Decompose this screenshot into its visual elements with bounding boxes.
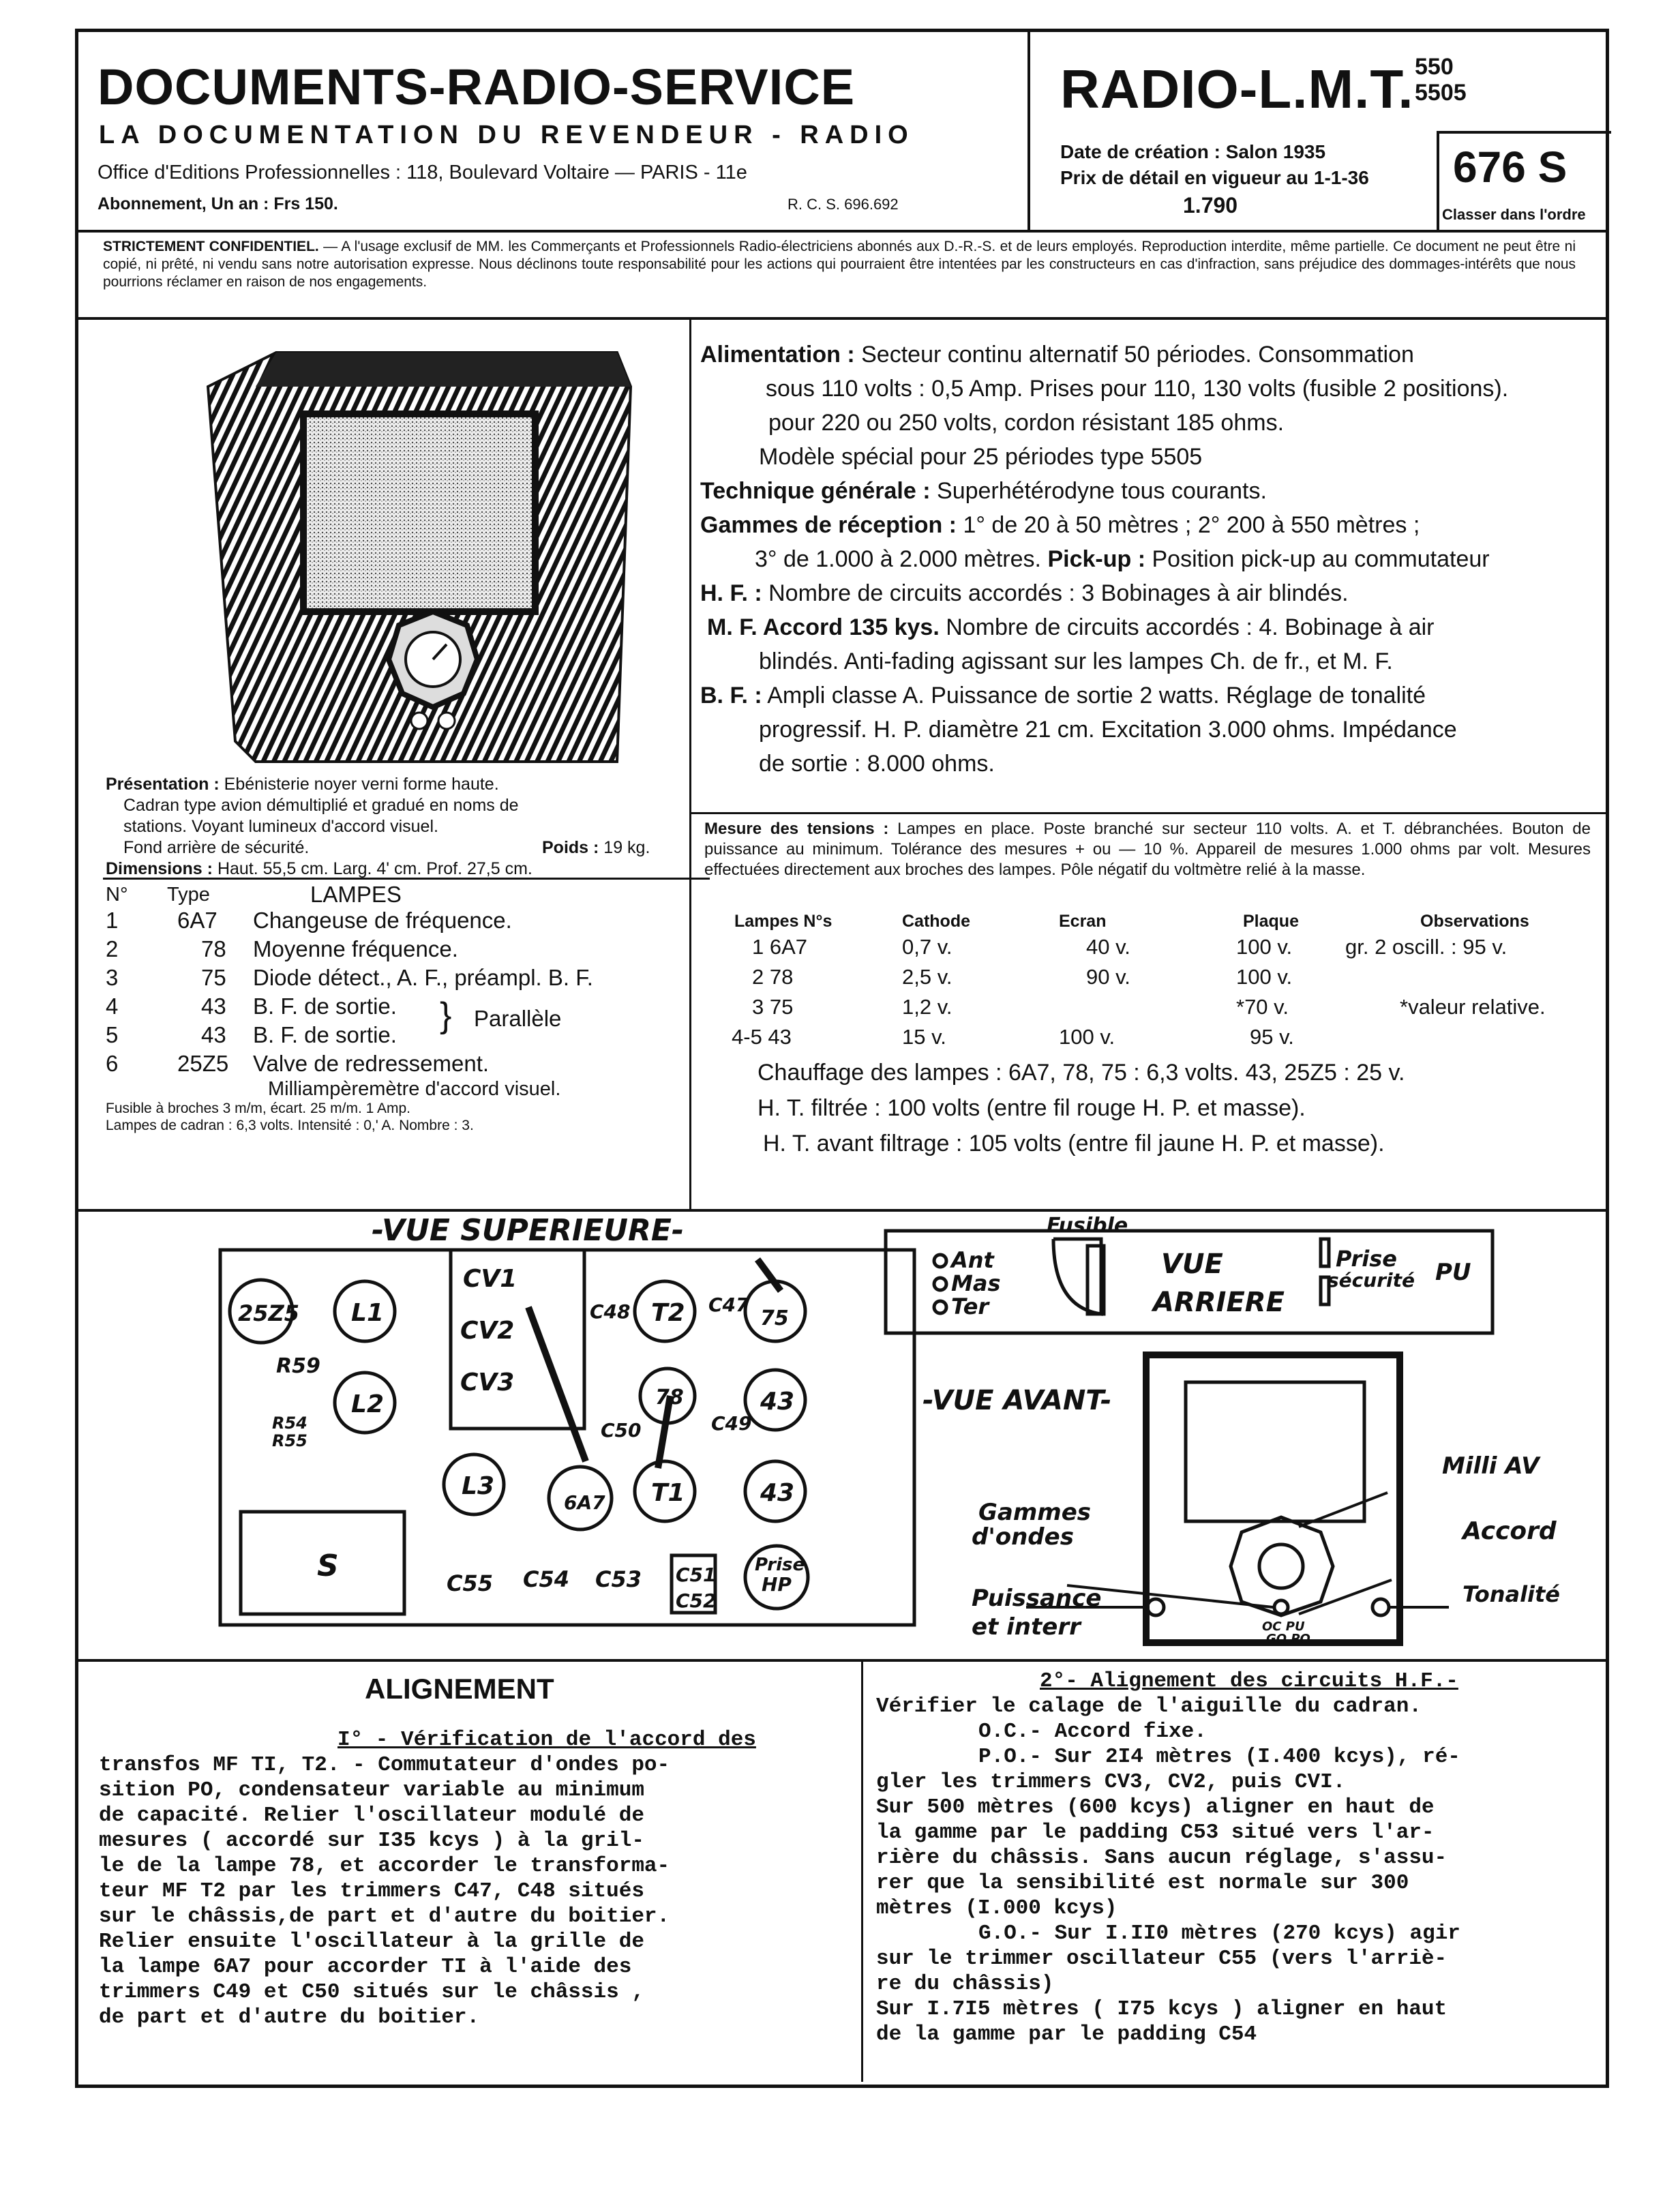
alignement-section-2 [876, 1669, 1599, 2047]
svg-text:Milli AV: Milli AV [1442, 1452, 1540, 1480]
mf-label: M. F. Accord 135 kys. [707, 614, 940, 640]
sec2-line: gler les trimmers CV3, CV2, puis CVI. [876, 1770, 1346, 1794]
alimentation-4: Modèle spécial pour 25 périodes type 5505 [759, 444, 1203, 470]
mesure-row: 2 78 2,5 v. 90 v. 100 v. [752, 965, 1293, 989]
lamp-row: 1 6A7 Changeuse de fréquence. [106, 908, 512, 933]
svg-text:Ant: Ant [951, 1247, 994, 1273]
cadran-note: Lampes de cadran : 6,3 volts. Intensité : 0,' A. Nombre : 3. [106, 1118, 474, 1133]
svg-text:Prise: Prise [1336, 1246, 1397, 1272]
cv-wire [528, 1307, 586, 1461]
gammes-1: 1° de 20 à 50 mètres ; 2° 200 à 550 mètres ; [963, 512, 1420, 538]
poids-label: Poids : [542, 838, 599, 857]
svg-text:Gammes: Gammes [978, 1499, 1092, 1526]
classement-code: 676 S [1453, 143, 1567, 192]
svg-text:43: 43 [760, 1388, 795, 1416]
svg-text:CV1: CV1 [463, 1265, 518, 1293]
classer-ordre: Classer dans l'ordre [1442, 206, 1586, 223]
svg-text:Fusible: Fusible [1047, 1214, 1128, 1238]
rcs: R. C. S. 696.692 [787, 196, 899, 213]
svg-text:75: 75 [760, 1306, 789, 1330]
brand-name: RADIO-L.M.T. [1060, 59, 1414, 119]
poids-value: 19 kg. [603, 838, 650, 857]
sec2-line: rière du châssis. Sans aucun réglage, s'assu- [876, 1846, 1448, 1870]
svg-text:et interr: et interr [972, 1613, 1081, 1641]
dimensions-label: Dimensions : [106, 859, 213, 878]
lamps-rule [103, 878, 710, 880]
sec2-line: Vérifier le calage de l'aiguille du cadran. [876, 1694, 1422, 1718]
mesure-block [704, 819, 1591, 880]
svg-text:CV3: CV3 [460, 1369, 515, 1397]
lamps-table [106, 880, 712, 1134]
svg-text:CV2: CV2 [460, 1317, 515, 1345]
lamp-row: 4 43 B. F. de sortie. } Parallèle [106, 994, 562, 1035]
vue-sup-label: -VUE SUPERIEURE- [372, 1213, 685, 1248]
svg-text:C49: C49 [711, 1412, 752, 1435]
alimentation-3: pour 220 ou 250 volts, cordon résistant 185 ohms. [768, 410, 1285, 436]
confidential-rule [78, 317, 1606, 320]
sec1-title: I° - Vérification de l'accord des [338, 1728, 756, 1752]
svg-text:S: S [317, 1549, 339, 1583]
hf-value: Nombre de circuits accordés : 3 Bobinages à air blindés. [768, 580, 1349, 606]
sec1-line: de part et d'autre du boitier. [99, 2005, 480, 2029]
sec1-line: la lampe 6A7 pour accorder TI à l'aide des [99, 1955, 632, 1979]
fusible-plate [1053, 1239, 1101, 1314]
lamps-header-n: N° [106, 884, 128, 906]
prix-detail: Prix de détail en vigueur au 1-1-36 [1060, 167, 1369, 188]
sec1-line: le de la lampe 78, et accorder le transforma- [99, 1854, 670, 1878]
alignement-section-1 [99, 1727, 856, 2030]
svg-text:R59: R59 [276, 1354, 320, 1378]
svg-text:C54: C54 [523, 1566, 570, 1592]
svg-text:L1: L1 [351, 1299, 384, 1327]
sec2-line: re du châssis) [876, 1972, 1054, 1996]
svg-text:Prise: Prise [755, 1555, 805, 1575]
mf-1: Nombre de circuits accordés : 4. Bobinage à air [946, 614, 1435, 640]
svg-text:L2: L2 [351, 1390, 384, 1418]
presentation-label: Présentation : [106, 775, 220, 794]
column-divider [689, 318, 691, 1212]
presentation-block [106, 774, 706, 880]
svg-text:6A7: 6A7 [564, 1491, 605, 1514]
alignement-rule [78, 1659, 1606, 1662]
alimentation-label: Alimentation : [700, 342, 855, 368]
gammes-label: Gammes de réception : [700, 512, 957, 538]
svg-text:25Z5: 25Z5 [238, 1300, 299, 1326]
specs-block [700, 338, 1600, 781]
svg-text:C50: C50 [601, 1419, 642, 1442]
document-sheet [75, 29, 1609, 2088]
pickup-label: Pick-up : [1047, 546, 1146, 572]
chauffage: Chauffage des lampes : 6A7, 78, 75 : 6,3 volts. 43, 25Z5 : 25 v. [758, 1060, 1405, 1086]
svg-text:C52: C52 [676, 1589, 717, 1612]
mf-2: blindés. Anti-fading agissant sur les lampes Ch. de fr., et M. F. [759, 648, 1393, 674]
confidential-notice [103, 238, 1576, 291]
svg-text:PU: PU [1435, 1259, 1471, 1286]
lamp-row: 2 78 Moyenne fréquence. [106, 936, 458, 961]
svg-text:Tonalité: Tonalité [1462, 1581, 1560, 1607]
presentation-line2: Cadran type avion démultiplié et gradué en noms de [123, 796, 519, 815]
pickup-value: Position pick-up au commutateur [1152, 546, 1490, 572]
mesure-label: Mesure des tensions : [704, 820, 889, 838]
model-bottom: 5505 [1415, 80, 1467, 106]
office-address: Office d'Editions Professionnelles : 118, Boulevard Voltaire — PARIS - 11e [97, 162, 747, 183]
sec2-line: rer que la sensibilité est normale sur 300 [876, 1871, 1409, 1895]
svg-text:GO PO: GO PO [1266, 1632, 1310, 1646]
model-top: 550 [1415, 54, 1454, 80]
alignement-divider [861, 1659, 863, 2082]
sec2-line: O.C.- Accord fixe. [978, 1720, 1207, 1744]
bf-1: Ampli classe A. Puissance de sortie 2 watts. Réglage de tonalité [767, 683, 1426, 708]
radio-photo [194, 339, 685, 775]
svg-text:Accord: Accord [1462, 1517, 1557, 1545]
sec1-line: de capacité. Relier l'oscillateur modulé de [99, 1804, 644, 1827]
svg-text:C53: C53 [595, 1566, 642, 1592]
vue-avant-label: -VUE AVANT- [922, 1385, 1112, 1416]
sec2-line: mètres (I.000 kcys) [876, 1896, 1118, 1920]
mesure-row: 3 75 1,2 v. *70 v. *valeur relative. [752, 995, 1546, 1019]
prix-value: 1.790 [1183, 193, 1238, 218]
doc-subtitle: LA DOCUMENTATION DU REVENDEUR - RADIO [99, 121, 914, 149]
sec1-line: transfos MF TI, T2. - Commutateur d'ondes po- [99, 1753, 670, 1777]
milli-note: Milliampèremètre d'accord visuel. [268, 1078, 561, 1100]
sec2-line: Sur I.7I5 mètres ( I75 kcys ) aligner en haut [876, 1997, 1448, 2021]
bf-2: progressif. H. P. diamètre 21 cm. Excitation 3.000 ohms. Impédance [759, 717, 1457, 743]
svg-text:C48: C48 [590, 1300, 631, 1323]
sec1-line: trimmers C49 et C50 situés sur le châssis , [99, 1980, 644, 2004]
lamp-row: 3 75 Diode détect., A. F., préampl. B. F. [106, 965, 593, 990]
classement-box [1437, 131, 1611, 230]
alimentation-1: Secteur continu alternatif 50 périodes. Consommation [861, 342, 1414, 368]
svg-text:43: 43 [760, 1479, 795, 1507]
svg-text:HP: HP [762, 1573, 792, 1596]
confidential-text: — A l'usage exclusif de MM. les Commerçants et Professionnels Radio-électriciens abonnés aux D.-R.-S. et de leurs employés. Reproduction interdite, même partielle. Ce document ne peut être ni copié, ni prêté, ni vendu sans notre autorisation expresse. Nous déclinons toute responsabilité pour les actions qui pourraient être intentées par les constructeurs en cas d'infraction, sans préjudice des dommages-intérêts que nous pourrions réclamer en raison de nos engagements. [103, 239, 1576, 290]
dimensions-value: Haut. 55,5 cm. Larg. 4' cm. Prof. 27,5 cm. [217, 859, 532, 878]
puissance-knob [1148, 1599, 1164, 1615]
presentation-line4: Fond arrière de sécurité. [123, 838, 310, 857]
alimentation-2: sous 110 volts : 0,5 Amp. Prises pour 110, 130 volts (fusible 2 positions). [766, 376, 1509, 402]
lamp-row: 6 25Z5 Valve de redressement. [106, 1051, 490, 1076]
hf-label: H. F. : [700, 580, 762, 606]
tonalite-knob [1372, 1599, 1389, 1615]
date-creation: Date de création : Salon 1935 [1060, 141, 1326, 162]
doc-title: DOCUMENTS-RADIO-SERVICE [97, 59, 856, 115]
presentation-line1: Ebénisterie noyer verni forme haute. [224, 775, 499, 794]
mesure-row: 1 6A7 0,7 v. 40 v. 100 v. gr. 2 oscill. : 95 v. [752, 935, 1508, 959]
model-numbers [1415, 54, 1467, 106]
bf-3: de sortie : 8.000 ohms. [759, 751, 995, 777]
parallele-label: Parallèle [474, 1006, 562, 1031]
svg-text:C55: C55 [447, 1570, 494, 1596]
fusible-note: Fusible à broches 3 m/m, écart. 25 m/m. 1 Amp. [106, 1101, 410, 1116]
mesure-rule [691, 812, 1606, 814]
abonnement: Abonnement, Un an : Frs 150. [97, 194, 338, 213]
confidential-label: STRICTEMENT CONFIDENTIEL. [103, 239, 319, 254]
svg-text:sécurité: sécurité [1328, 1269, 1415, 1291]
sec1-line: sition PO, condensateur variable au minimum [99, 1778, 644, 1802]
mesure-row: 4-5 43 15 v. 100 v. 95 v. [732, 1025, 1294, 1049]
sec1-line: Relier ensuite l'oscillateur à la grille de [99, 1930, 644, 1954]
technique-label: Technique générale : [700, 478, 931, 504]
svg-text:R54: R54 [272, 1414, 308, 1433]
bracket: } [440, 996, 452, 1035]
svg-text:T2: T2 [651, 1299, 685, 1327]
gammes-2: 3° de 1.000 à 2.000 mètres. [755, 546, 1041, 572]
alignement-title: ALIGNEMENT [365, 1673, 554, 1705]
header-rule [78, 230, 1606, 233]
ht-filtree: H. T. filtrée : 100 volts (entre fil rouge H. P. et masse). [758, 1095, 1306, 1121]
lamp-row: 5 43 B. F. de sortie. [106, 1022, 397, 1047]
sec2-line: Sur 500 mètres (600 kcys) aligner en haut de [876, 1795, 1435, 1819]
mesure-table: Lampes N°s Cathode Ecran Plaque Observations 1 6A7 0,7 v. 40 v. 100 v. gr. 2 oscill. : 95 v. 2 78 2,5 v. 90 v. 100 v. 3 75 1,2 v. *70 v. *valeur relative. 4-5 43 15 v. 100 v. 95 v. Chauffage des lampes : 6A7, 78, 75 : 6,3 volts. 43, 25Z5 : 25 v. H. T. filtrée : 100 volts (entre fil rouge H. P. et masse). H. T. avant filtrage : 105 volts (entre fil jaune H. P. et masse). [704, 912, 1604, 1161]
svg-text:Puissance: Puissance [972, 1585, 1102, 1612]
sec2-line: sur le trimmer oscillateur C55 (vers l'arriè- [876, 1947, 1448, 1971]
sec2-title: 2°- Alignement des circuits H.F.- [1040, 1669, 1458, 1693]
bf-label: B. F. : [700, 683, 762, 708]
svg-text:C51: C51 [676, 1564, 717, 1586]
lamps-header-type: Type [167, 884, 210, 906]
sec2-line: la gamme par le padding C53 situé vers l'ar- [876, 1821, 1435, 1845]
technique-value: Superhétérodyne tous courants. [937, 478, 1267, 504]
svg-text:T1: T1 [651, 1479, 685, 1507]
sec2-line: de la gamme par le padding C54 [876, 2022, 1257, 2046]
presentation-line3: stations. Voyant lumineux d'accord visuel. [123, 817, 438, 836]
front-grille [1186, 1382, 1364, 1521]
svg-text:d'ondes: d'ondes [972, 1523, 1074, 1551]
svg-text:C47: C47 [708, 1294, 749, 1316]
sec2-line: P.O.- Sur 2I4 mètres (I.400 kcys), ré- [978, 1745, 1460, 1769]
svg-text:OC PU: OC PU [1262, 1619, 1305, 1634]
svg-text:L3: L3 [462, 1472, 494, 1500]
svg-text:ARRIERE: ARRIERE [1153, 1287, 1285, 1318]
sec1-line: sur le châssis,de part et d'autre du boitier. [99, 1905, 670, 1928]
svg-text:Ter: Ter [951, 1294, 989, 1319]
lamps-header-lampes: LAMPES [310, 882, 402, 907]
sec1-line: mesures ( accordé sur I35 kcys ) à la gril- [99, 1829, 644, 1853]
svg-text:VUE: VUE [1161, 1249, 1223, 1280]
sec1-line: teur MF T2 par les trimmers C47, C48 situés [99, 1879, 644, 1903]
svg-text:Mas: Mas [951, 1270, 1001, 1296]
sec2-line: G.O.- Sur I.II0 mètres (270 kcys) agir [978, 1922, 1460, 1945]
header-divider [1028, 32, 1030, 231]
svg-text:R55: R55 [272, 1431, 308, 1450]
chassis-diagrams [78, 1212, 1606, 1655]
ht-avant: H. T. avant filtrage : 105 volts (entre fil jaune H. P. et masse). [763, 1131, 1385, 1156]
svg-text:78: 78 [655, 1386, 684, 1409]
mesure-text: Lampes en place. Poste branché sur secteur 110 volts. A. et T. débranchées. Bouton de puissance au minimum. Tolérance des mesures + ou — 10 %. Appareil de mesures 1.000 ohms par volt. Mesures effectuées directement aux broches des lampes. Pôle négatif du voltmètre relié à la masse. [704, 820, 1591, 879]
